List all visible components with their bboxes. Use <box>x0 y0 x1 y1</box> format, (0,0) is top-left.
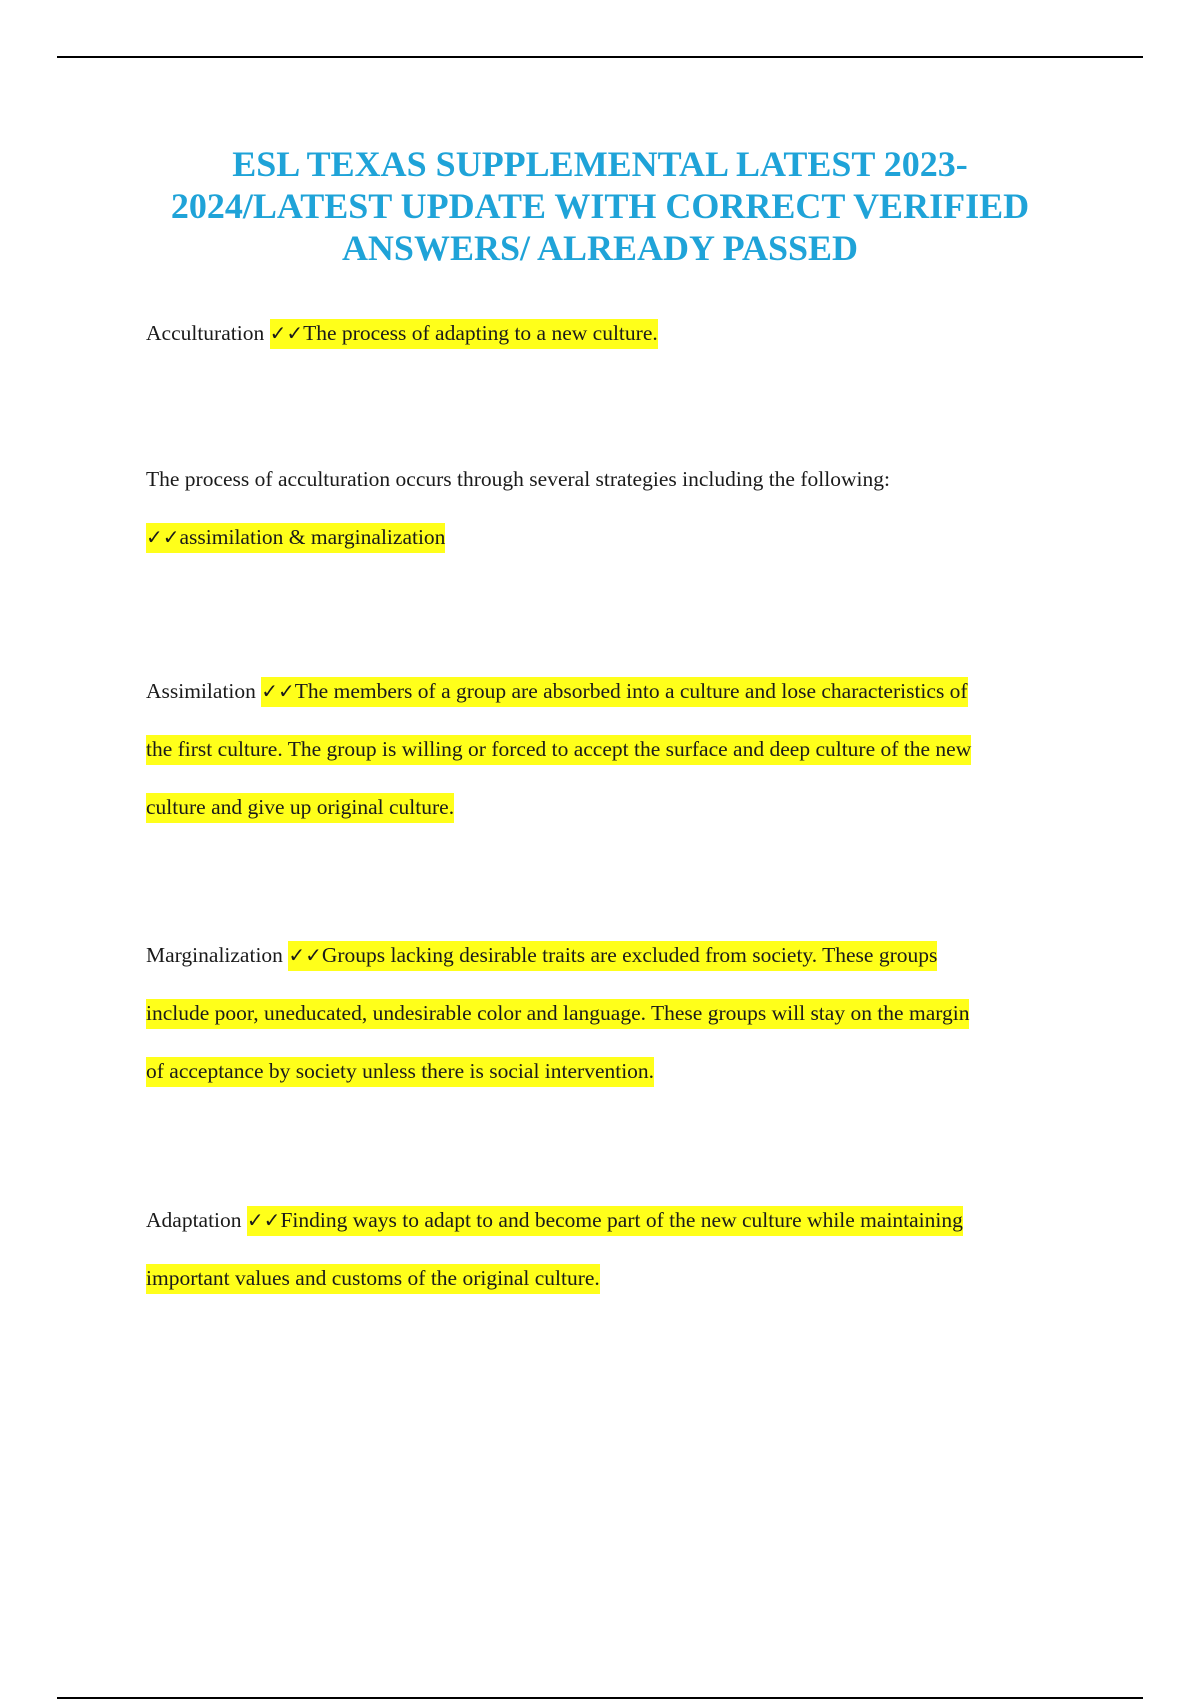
term-label: Marginalization <box>146 943 289 967</box>
double-check-icon: ✓✓ <box>269 321 304 345</box>
entry-acculturation-strategies <box>146 450 1076 566</box>
answer-line: Finding ways to adapt to and become part of the new culture while maintaining <box>280 1208 963 1232</box>
term-label: Assimilation <box>146 679 262 703</box>
title-line-2: 2024/LATEST UPDATE WITH CORRECT VERIFIED <box>170 186 1030 226</box>
entry-marginalization <box>146 926 1076 1100</box>
answer-line: assimilation & marginalization <box>179 525 446 549</box>
bottom-rule <box>57 1697 1143 1699</box>
answer-highlight <box>247 1206 963 1236</box>
answer-line: of acceptance by society unless there is social intervention. <box>146 1057 654 1087</box>
double-check-icon: ✓✓ <box>288 943 322 967</box>
answer-highlight <box>270 319 658 349</box>
answer-line: the first culture. The group is willing or forced to accept the surface and deep culture of the new <box>146 735 971 765</box>
entry-assimilation <box>146 662 1076 836</box>
term-label: Adaptation <box>146 1208 247 1232</box>
document-title <box>100 143 1100 269</box>
double-check-icon: ✓✓ <box>146 525 180 549</box>
answer-line: The process of adapting to a new culture. <box>303 321 658 345</box>
entry-adaptation <box>146 1191 1076 1307</box>
double-check-icon: ✓✓ <box>246 1208 281 1232</box>
answer-line: The members of a group are absorbed into a culture and lose characteristics of <box>294 679 968 703</box>
question-label: The process of acculturation occurs through several strategies including the following: <box>146 467 890 491</box>
double-check-icon: ✓✓ <box>261 679 295 703</box>
answer-line: important values and customs of the original culture. <box>146 1264 600 1294</box>
answer-highlight <box>146 523 445 553</box>
term-label: Acculturation <box>146 321 270 345</box>
entry-acculturation <box>146 304 1076 362</box>
answer-line: culture and give up original culture. <box>146 793 454 823</box>
title-line-1: ESL TEXAS SUPPLEMENTAL LATEST 2023- <box>232 144 968 184</box>
title-line-3: ANSWERS/ ALREADY PASSED <box>341 228 859 268</box>
answer-highlight <box>288 941 937 971</box>
answer-line: include poor, uneducated, undesirable color and language. These groups will stay on the margin <box>146 999 969 1029</box>
answer-highlight <box>261 677 967 707</box>
answer-line: Groups lacking desirable traits are excluded from society. These groups <box>321 943 938 967</box>
top-rule <box>57 56 1143 58</box>
